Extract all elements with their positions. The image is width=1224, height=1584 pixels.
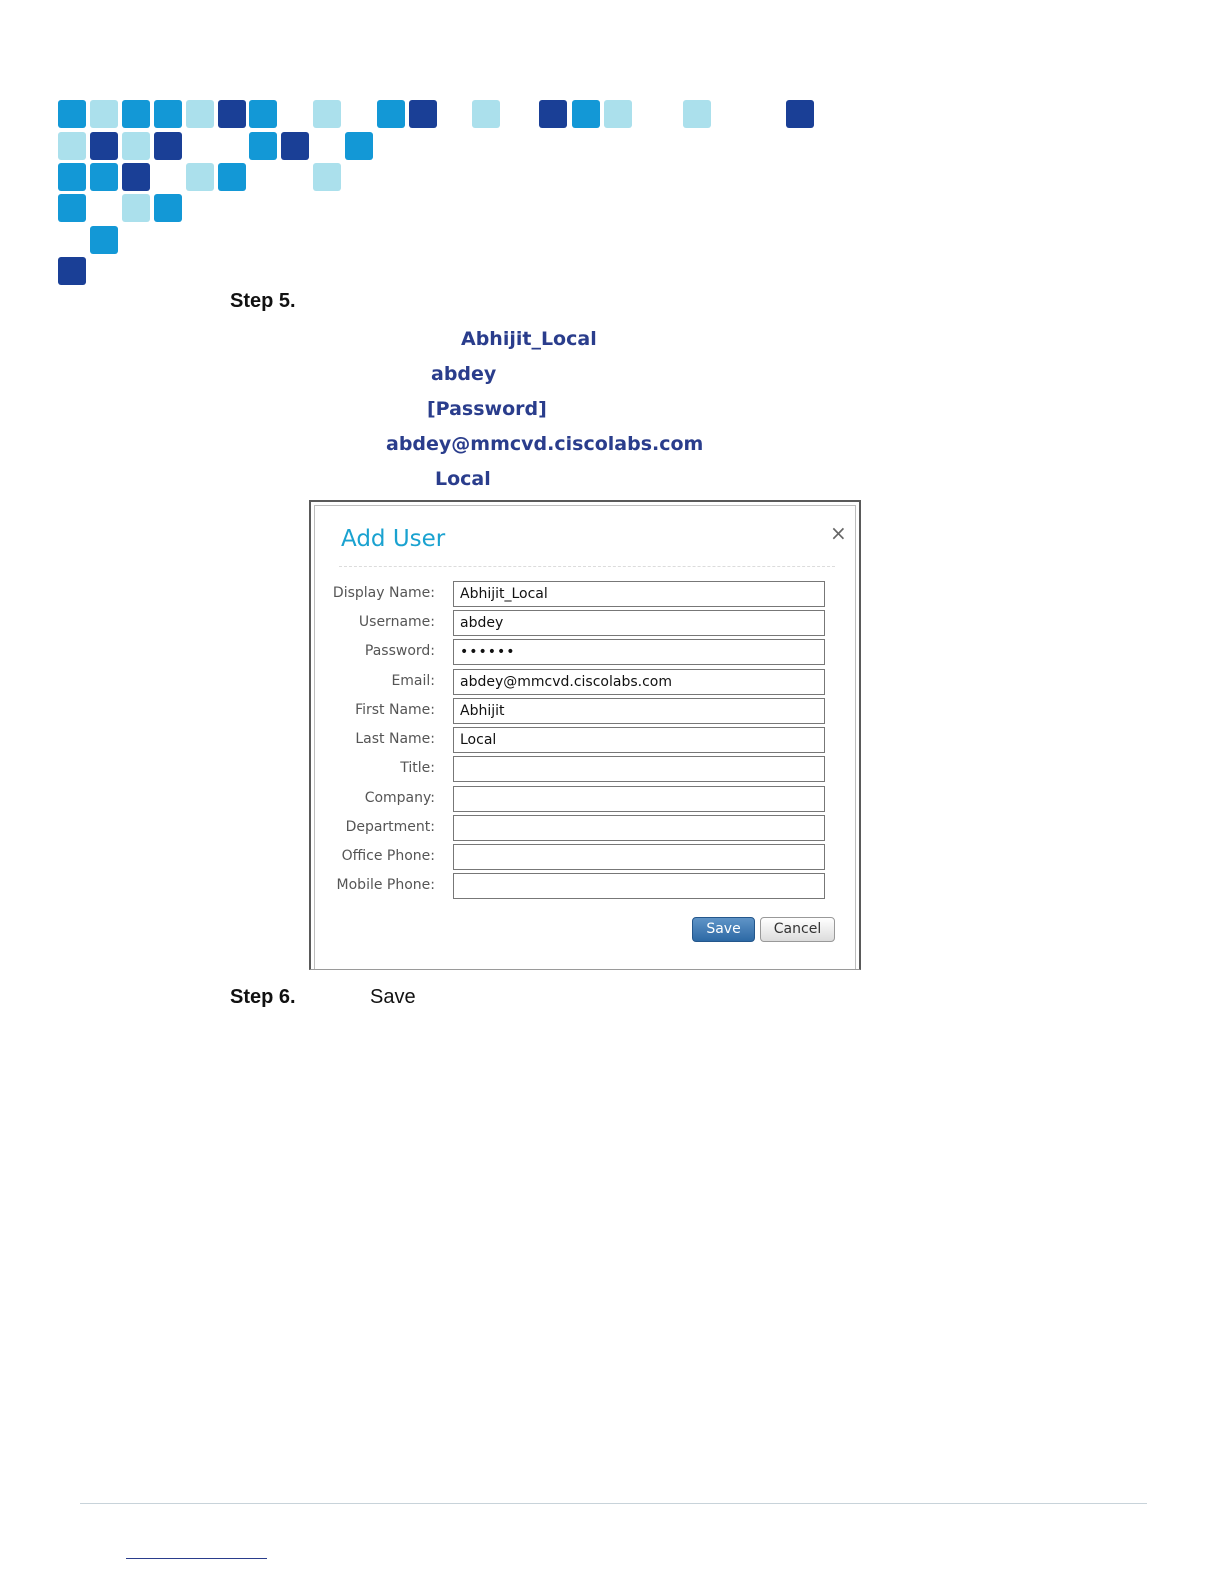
pattern-square: [154, 100, 182, 128]
pattern-square: [186, 100, 214, 128]
form-row-display-name: [315, 581, 855, 607]
title-divider: [339, 566, 835, 567]
dialog-frame: [314, 505, 856, 969]
form-row-password: [315, 639, 855, 665]
footer-divider: [80, 1503, 1147, 1504]
save-button[interactable]: Save: [692, 917, 755, 942]
title-label: Title:: [400, 760, 435, 776]
pattern-square: [58, 257, 86, 285]
last-name-field[interactable]: Local: [453, 727, 825, 753]
pattern-square: [90, 163, 118, 191]
pattern-square: [604, 100, 632, 128]
step5-username-value: abdey: [431, 363, 497, 385]
last-name-label: Last Name:: [355, 731, 435, 747]
pattern-square: [572, 100, 600, 128]
title-field[interactable]: [453, 756, 825, 782]
pattern-square: [58, 163, 86, 191]
step5-password-value: [Password]: [427, 398, 547, 420]
first-name-field[interactable]: Abhijit: [453, 698, 825, 724]
pattern-square: [90, 100, 118, 128]
step6-text: Save: [370, 986, 416, 1008]
form-row-first-name: [315, 698, 855, 724]
office-phone-label: Office Phone:: [341, 848, 435, 864]
step5-label: Step 5.: [230, 290, 296, 312]
form-row-email: [315, 669, 855, 695]
first-name-label: First Name:: [355, 702, 435, 718]
pattern-square: [58, 194, 86, 222]
form-row-department: [315, 815, 855, 841]
pattern-square: [313, 100, 341, 128]
password-field[interactable]: ••••••: [453, 639, 825, 665]
display-name-field[interactable]: Abhijit_Local: [453, 581, 825, 607]
pattern-square: [249, 100, 277, 128]
form-row-mobile-phone: [315, 873, 855, 899]
add-user-dialog: [309, 500, 861, 970]
mobile-phone-field[interactable]: [453, 873, 825, 899]
department-field[interactable]: [453, 815, 825, 841]
step5-display-name-value: Abhijit_Local: [461, 328, 597, 350]
display-name-label: Display Name:: [332, 585, 435, 601]
pattern-square: [122, 132, 150, 160]
pattern-square: [786, 100, 814, 128]
pattern-square: [186, 163, 214, 191]
pattern-square: [249, 132, 277, 160]
form-row-username: [315, 610, 855, 636]
pattern-square: [377, 100, 405, 128]
pattern-square: [539, 100, 567, 128]
pattern-square: [90, 226, 118, 254]
step6-label: Step 6.: [230, 986, 296, 1008]
step5-email-value: abdey@mmcvd.ciscolabs.com: [386, 433, 704, 455]
email-label: Email:: [391, 673, 435, 689]
pattern-square: [122, 163, 150, 191]
pattern-square: [58, 132, 86, 160]
pattern-square: [409, 100, 437, 128]
footer-link-underline: [126, 1558, 267, 1559]
office-phone-field[interactable]: [453, 844, 825, 870]
pattern-square: [218, 163, 246, 191]
username-field[interactable]: abdey: [453, 610, 825, 636]
form-row-last-name: [315, 727, 855, 753]
dialog-title: Add User: [341, 526, 446, 552]
pattern-square: [154, 132, 182, 160]
pattern-square: [472, 100, 500, 128]
pattern-square: [281, 132, 309, 160]
pattern-square: [122, 194, 150, 222]
password-label: Password:: [364, 643, 435, 659]
pattern-square: [345, 132, 373, 160]
pattern-square: [122, 100, 150, 128]
department-label: Department:: [345, 819, 435, 835]
pattern-square: [58, 100, 86, 128]
close-icon[interactable]: ×: [830, 521, 847, 545]
form-row-office-phone: [315, 844, 855, 870]
pattern-square: [313, 163, 341, 191]
username-label: Username:: [358, 614, 435, 630]
pattern-square: [683, 100, 711, 128]
mobile-phone-label: Mobile Phone:: [336, 877, 435, 893]
form-row-company: [315, 786, 855, 812]
pattern-square: [154, 194, 182, 222]
form-row-title: [315, 756, 855, 782]
step5-last-name-value: Local: [435, 468, 491, 490]
company-field[interactable]: [453, 786, 825, 812]
company-label: Company:: [364, 790, 435, 806]
pattern-square: [218, 100, 246, 128]
email-field[interactable]: abdey@mmcvd.ciscolabs.com: [453, 669, 825, 695]
cancel-button[interactable]: Cancel: [760, 917, 835, 942]
pattern-square: [90, 132, 118, 160]
